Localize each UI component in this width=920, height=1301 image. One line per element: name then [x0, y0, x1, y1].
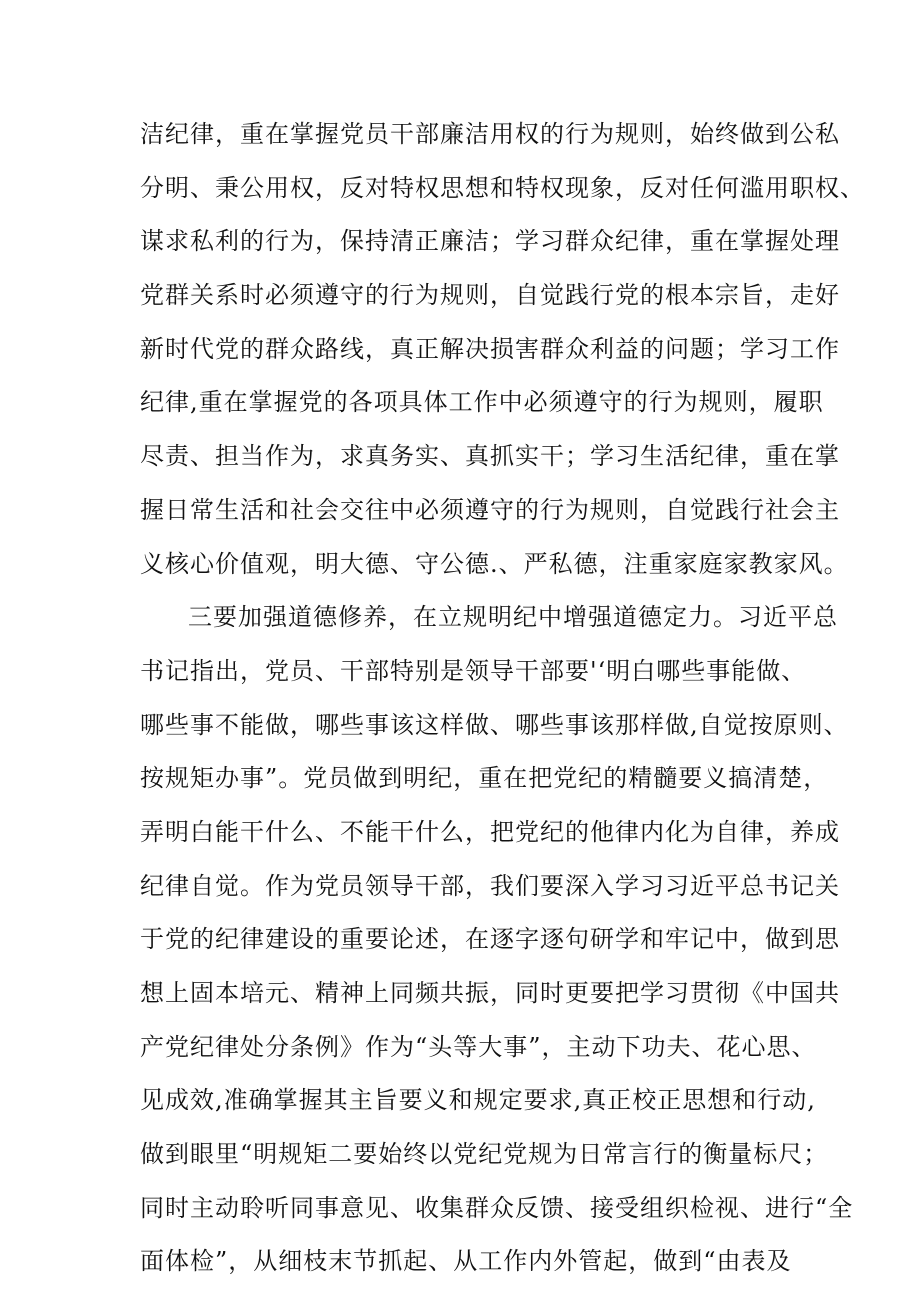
text-line: 哪些事不能做，哪些事该这样做、哪些事该那样做,自觉按原则、 [140, 710, 849, 739]
text-line: 分明、秉公用权，反对特权思想和特权现象，反对任何滥用职权、 [140, 173, 865, 202]
text-line: 纪律,重在掌握党的各项具体工作中必须遵守的行为规则，履职 [140, 388, 824, 417]
text-line: 尽责、担当作为，求真务实、真抓实干；学习生活纪律，重在掌 [140, 442, 840, 471]
body-text [140, 108, 865, 1289]
text-line: 按规矩办事”。党员做到明纪，重在把党纪的精髓要义搞清楚， [140, 764, 829, 793]
text-line: 想上固本培元、精神上同频共振，同时更要把学习贯彻《中国共 [140, 979, 840, 1007]
text-line: 洁纪律，重在掌握党员干部廉洁用权的行为规则，始终做到公私 [140, 120, 840, 148]
text-line: 见成效,准确掌握其主旨要义和规定要求,真正校正思想和行动, [140, 1086, 816, 1115]
text-line: 握日常生活和社会交往中必须遵守的行为规则，自觉践行社会主 [140, 495, 840, 524]
text-line: 谋求私利的行为，保持清正廉洁；学习群众纪律，重在掌握处理 [140, 227, 840, 256]
text-line: 义核心价值观，明大德、守公德.、严私德，注重家庭家教家风。 [140, 549, 849, 578]
text-line: 于党的纪律建设的重要论述，在逐字逐句研学和牢记中，做到思 [140, 925, 840, 954]
text-line: 新时代党的群众路线，真正解决损害群众利益的问题；学习工作 [140, 334, 840, 363]
text-line: 党群关系时必须遵守的行为规则，自觉践行党的根本宗旨，走好 [140, 281, 840, 310]
text-line: 产党纪律处分条例》作为“头等大事”，主动下功夫、花心思、 [140, 1032, 817, 1061]
text-line: 做到眼里“明规矩二要始终以党纪党规为日常言行的衡量标尺； [140, 1140, 829, 1169]
text-line: 书记指出，党员、干部特别是领导干部要'‘明白哪些事能做、 [140, 656, 807, 685]
text-line: 面体检”，从细枝末节抓起、从工作内外管起，做到“由表及 [140, 1247, 792, 1276]
text-line: 同时主动聆听同事意见、收集群众反馈、接受组织检视、进行“全 [140, 1193, 854, 1222]
paragraph-start-line: 三要加强道德修养，在立规明纪中增强道德定力。习近平总 [188, 603, 838, 632]
text-line: 纪律自觉。作为党员领导干部，我们要深入学习习近平总书记关 [140, 871, 840, 900]
text-line: 弄明白能干什么、不能干什么，把党纪的他律内化为自律，养成 [140, 817, 840, 846]
